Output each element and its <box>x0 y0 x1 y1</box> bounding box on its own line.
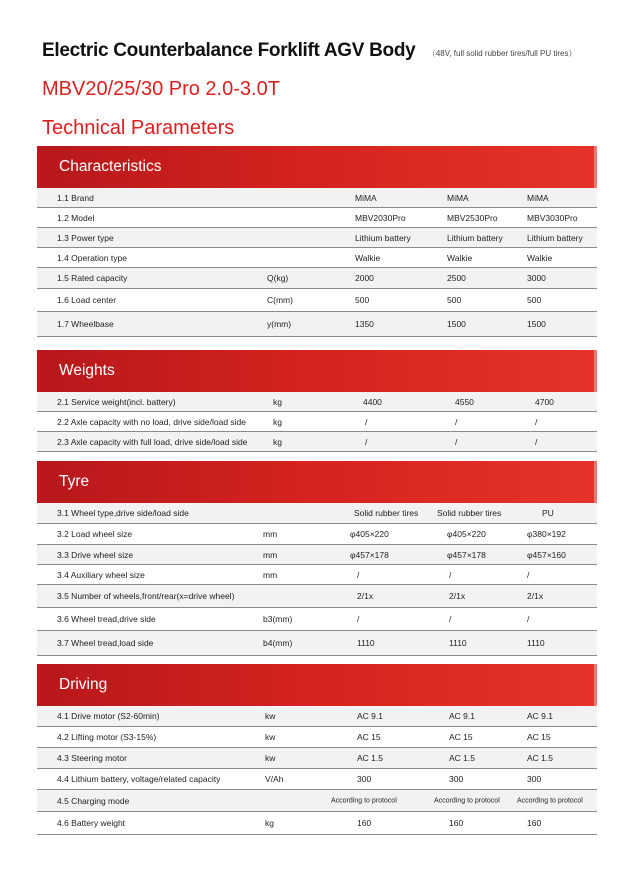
row-label: 1.5 Rated capacity <box>57 273 128 283</box>
value-mbv20: 160 <box>357 818 372 828</box>
document-subtitle: （48V, full solid rubber tires/full PU tires） <box>427 49 577 58</box>
value-mbv20: AC 1.5 <box>357 753 383 763</box>
value-mbv30: AC 9.1 <box>527 711 553 721</box>
value-mbv20: 1110 <box>357 638 375 648</box>
row-label: 2.1 Service weight(incl. battery) <box>57 396 176 407</box>
table-row <box>37 412 597 432</box>
value-mbv25: Walkie <box>447 252 473 263</box>
value-mbv25: According to protocol <box>434 797 500 804</box>
table-row <box>37 524 597 545</box>
value-mbv25: / <box>449 614 452 624</box>
section-characteristics <box>37 146 597 337</box>
value-mbv25: 2500 <box>447 273 466 283</box>
value-mbv30: 160 <box>527 818 542 828</box>
value-mbv20: AC 9.1 <box>357 711 383 721</box>
row-label: 1.1 Brand <box>57 192 94 203</box>
table-row <box>37 268 597 289</box>
value-mbv25: / <box>455 416 458 427</box>
value-mbv20: MiMA <box>355 192 377 203</box>
table-row <box>37 188 597 208</box>
value-mbv20: 2/1x <box>357 591 374 601</box>
table-row <box>37 312 597 337</box>
value-mbv25: φ457×178 <box>447 549 486 560</box>
value-mbv20: / <box>365 436 368 447</box>
value-mbv20: 500 <box>355 295 370 305</box>
table-row <box>37 769 597 790</box>
value-mbv25: 4550 <box>455 396 474 407</box>
table-row <box>37 585 597 608</box>
row-unit: kw <box>265 732 276 742</box>
section-header: Characteristics <box>37 146 597 188</box>
value-mbv25: MBV2530Pro <box>447 212 498 223</box>
table-row <box>37 503 597 524</box>
value-mbv20: 1350 <box>355 319 374 329</box>
value-mbv25: MiMA <box>447 192 469 203</box>
row-label: 1.4 Operation type <box>57 252 127 263</box>
value-mbv20: 2000 <box>355 273 374 283</box>
value-mbv30: / <box>527 614 530 624</box>
value-mbv30: 1500 <box>527 319 546 329</box>
table-row <box>37 790 597 812</box>
row-unit: kg <box>273 416 282 427</box>
row-label: 1.6 Load center <box>57 295 117 305</box>
value-mbv30: PU <box>542 508 554 518</box>
model-range: MBV20/25/30 Pro 2.0-3.0T <box>42 78 280 100</box>
table-row <box>37 248 597 268</box>
value-mbv30: 500 <box>527 295 542 305</box>
value-mbv20: Walkie <box>355 252 381 263</box>
table-row <box>37 631 597 656</box>
section-header: Driving <box>37 664 597 706</box>
value-mbv30: / <box>527 569 530 580</box>
row-unit: b4(mm) <box>263 638 293 648</box>
value-mbv25: Solid rubber tires <box>437 508 502 518</box>
table-row <box>37 545 597 565</box>
table-row <box>37 289 597 312</box>
value-mbv20: φ457×178 <box>350 549 389 560</box>
table-row <box>37 565 597 585</box>
row-unit: V/Ah <box>265 774 284 784</box>
value-mbv30: 1110 <box>527 638 545 648</box>
row-label: 3.6 Wheel tread,drive side <box>57 614 156 624</box>
value-mbv20: According to protocol <box>331 797 397 804</box>
value-mbv25: φ405×220 <box>447 529 486 539</box>
value-mbv30: MBV3030Pro <box>527 212 578 223</box>
value-mbv20: Solid rubber tires <box>354 508 419 518</box>
row-label: 4.4 Lithium battery, voltage/related capacity <box>57 774 221 784</box>
value-mbv30: According to protocol <box>517 797 583 804</box>
value-mbv20: φ405×220 <box>350 529 389 539</box>
value-mbv25: / <box>455 436 458 447</box>
value-mbv25: 300 <box>449 774 464 784</box>
value-mbv30: 4700 <box>535 396 554 407</box>
row-unit: y(mm) <box>267 319 292 329</box>
value-mbv25: 1500 <box>447 319 466 329</box>
section-tyre <box>37 461 597 656</box>
row-label: 3.5 Number of wheels,front/rear(x=drive wheel) <box>57 591 235 601</box>
value-mbv25: Lithium battery <box>447 232 503 243</box>
row-unit: kw <box>265 753 276 763</box>
row-unit: mm <box>263 569 278 580</box>
section-header: Weights <box>37 350 597 392</box>
table-row <box>37 748 597 769</box>
row-unit: kw <box>265 711 276 721</box>
value-mbv30: / <box>535 416 538 427</box>
value-mbv30: φ457×160 <box>527 549 566 560</box>
value-mbv20: 4400 <box>363 396 382 407</box>
value-mbv25: 1110 <box>449 638 467 648</box>
row-unit: Q(kg) <box>267 273 289 283</box>
value-mbv30: / <box>535 436 538 447</box>
row-label: 3.7 Wheel tread,load side <box>57 638 154 648</box>
row-unit: kg <box>265 818 274 828</box>
row-unit: b3(mm) <box>263 614 293 624</box>
value-mbv30: φ380×192 <box>527 529 566 539</box>
value-mbv30: Lithium battery <box>527 232 583 243</box>
table-row <box>37 608 597 631</box>
value-mbv25: AC 1.5 <box>449 753 475 763</box>
value-mbv25: AC 15 <box>449 732 473 742</box>
row-label: 4.5 Charging mode <box>57 795 130 806</box>
row-label: 1.3 Power type <box>57 232 114 243</box>
section-weights <box>37 350 597 452</box>
value-mbv30: 2/1x <box>527 591 544 601</box>
value-mbv20: 300 <box>357 774 372 784</box>
section-driving <box>37 664 597 835</box>
value-mbv25: 2/1x <box>449 591 466 601</box>
value-mbv30: MiMA <box>527 192 549 203</box>
value-mbv30: 300 <box>527 774 542 784</box>
table-row <box>37 208 597 228</box>
document-title-line <box>42 40 577 62</box>
row-label: 2.2 Axle capacity with no load, drive side/load side <box>57 416 247 427</box>
table-row <box>37 228 597 248</box>
section-header: Tyre <box>37 461 597 503</box>
value-mbv25: AC 9.1 <box>449 711 475 721</box>
value-mbv20: / <box>357 569 360 580</box>
table-row <box>37 432 597 452</box>
value-mbv20: Lithium battery <box>355 232 411 243</box>
technical-parameters-heading: Technical Parameters <box>42 117 235 139</box>
row-label: 2.3 Axle capacity with full load, drive side/load side <box>57 436 248 447</box>
value-mbv20: AC 15 <box>357 732 381 742</box>
value-mbv20: / <box>365 416 368 427</box>
value-mbv30: 3000 <box>527 273 546 283</box>
row-unit: C(mm) <box>267 295 293 305</box>
row-label: 4.2 Lifting motor (S3-15%) <box>57 732 157 742</box>
value-mbv20: MBV2030Pro <box>355 212 406 223</box>
value-mbv30: Walkie <box>527 252 553 263</box>
row-unit: mm <box>263 549 278 560</box>
value-mbv25: 160 <box>449 818 464 828</box>
value-mbv25: / <box>449 569 452 580</box>
table-row <box>37 812 597 835</box>
row-label: 3.1 Wheel type,drive side/load side <box>57 508 189 518</box>
table-row <box>37 706 597 727</box>
row-label: 1.2 Model <box>57 212 95 223</box>
table-row <box>37 392 597 412</box>
row-unit: kg <box>273 436 282 447</box>
row-label: 1.7 Wheelbase <box>57 319 114 329</box>
value-mbv30: AC 15 <box>527 732 551 742</box>
row-label: 4.3 Steering motor <box>57 753 127 763</box>
row-unit: mm <box>263 529 278 539</box>
row-label: 3.4 Auxiliary wheel size <box>57 569 145 580</box>
value-mbv20: / <box>357 614 360 624</box>
row-label: 3.2 Load wheel size <box>57 529 133 539</box>
table-row <box>37 727 597 748</box>
row-label: 4.1 Drive motor (S2-60min) <box>57 711 160 721</box>
row-unit: kg <box>273 396 282 407</box>
row-label: 4.6 Battery weight <box>57 818 126 828</box>
row-label: 3.3 Drive wheel size <box>57 549 134 560</box>
document-title: Electric Counterbalance Forklift AGV Body <box>42 40 416 61</box>
value-mbv25: 500 <box>447 295 462 305</box>
value-mbv30: AC 1.5 <box>527 753 553 763</box>
